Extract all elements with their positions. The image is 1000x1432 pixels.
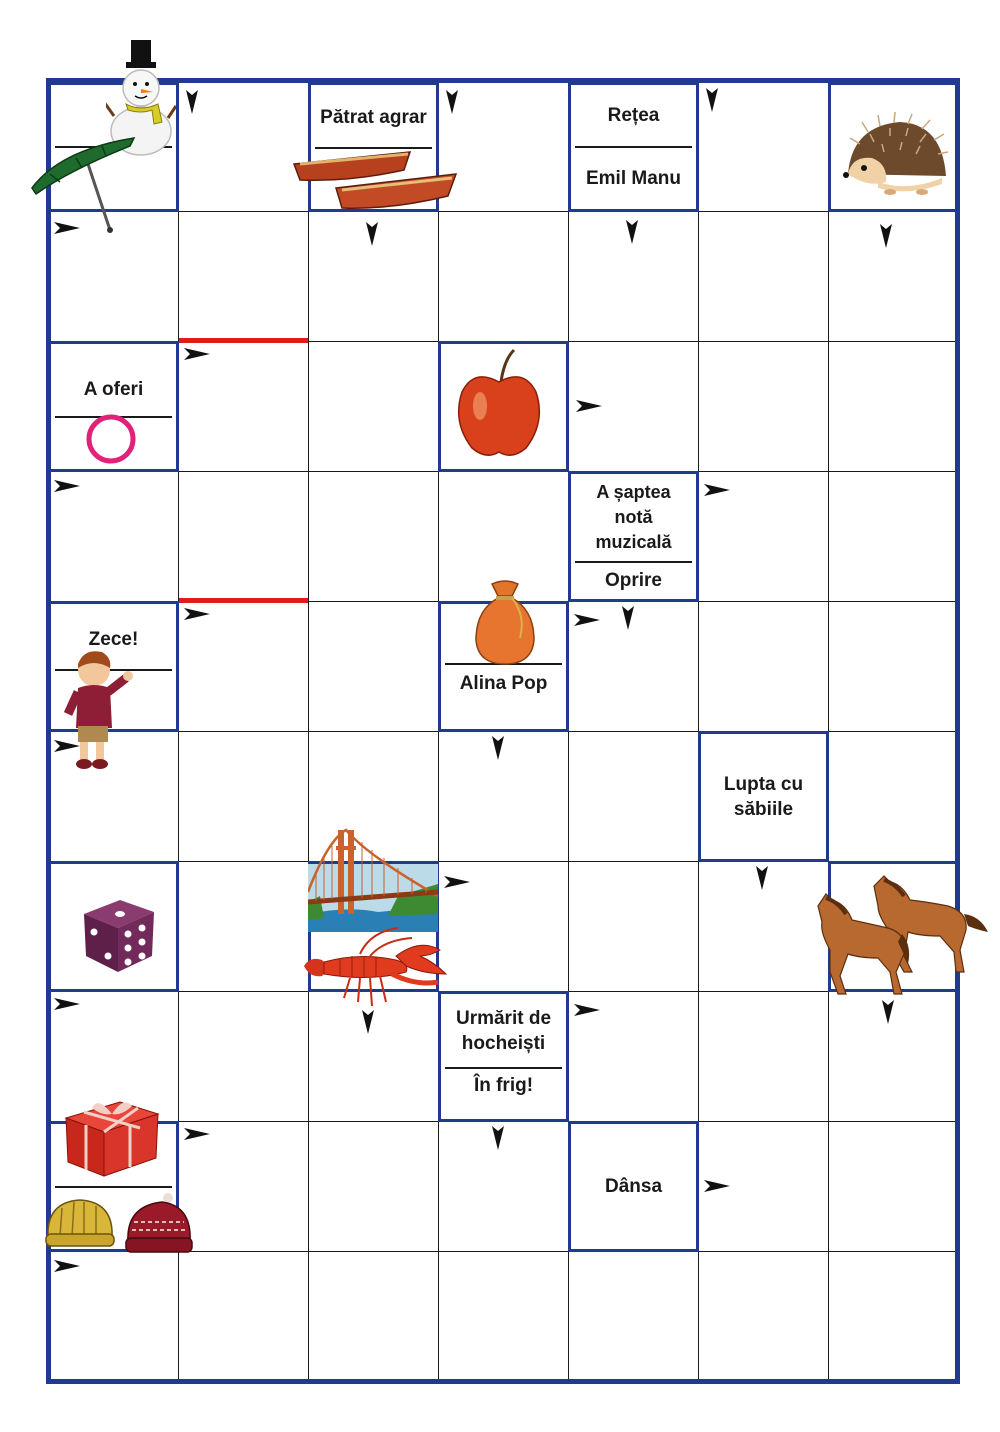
ring-icon bbox=[84, 412, 138, 466]
grid-cell[interactable] bbox=[828, 471, 958, 602]
clue-text-zece: Zece! bbox=[88, 628, 139, 650]
arrow-right-icon bbox=[54, 222, 80, 234]
grid-cell[interactable] bbox=[308, 471, 439, 602]
red-divider bbox=[179, 598, 308, 603]
clue-text-retea: Rețea bbox=[607, 105, 660, 126]
sack-icon bbox=[472, 580, 538, 668]
clue-text-a-oferi: A oferi bbox=[83, 379, 144, 401]
dice-icon bbox=[80, 894, 158, 976]
arrow-right-icon bbox=[704, 484, 730, 496]
grid-cell[interactable] bbox=[308, 601, 439, 732]
grid-cell[interactable] bbox=[828, 211, 958, 342]
grid-cell[interactable] bbox=[438, 1251, 569, 1382]
grid-cell[interactable] bbox=[308, 341, 439, 472]
arrow-right-icon bbox=[54, 998, 80, 1010]
arrow-right-icon bbox=[574, 1004, 600, 1016]
clue-box-dansa bbox=[568, 1121, 699, 1252]
grid-cell[interactable] bbox=[438, 211, 569, 342]
gift-icon bbox=[62, 1092, 162, 1178]
hedgehog-icon bbox=[838, 112, 950, 200]
grid-cell[interactable] bbox=[178, 731, 309, 862]
clue-text-lupta-cu-sabiile: Lupta cu săbiile bbox=[723, 773, 804, 820]
clue-text-a-saptea-nota: A șaptea notă muzicală bbox=[595, 481, 672, 552]
clue-text-dansa: Dânsa bbox=[604, 1176, 663, 1197]
grid-cell[interactable] bbox=[698, 341, 829, 472]
grid-cell[interactable] bbox=[308, 1251, 439, 1382]
grid-cell[interactable] bbox=[828, 731, 958, 862]
arrow-right-icon bbox=[184, 348, 210, 360]
grid-cell[interactable] bbox=[568, 861, 699, 992]
arrow-down-icon bbox=[362, 1010, 374, 1034]
arrow-right-icon bbox=[184, 1128, 210, 1140]
arrow-right-icon bbox=[54, 1260, 80, 1272]
umbrella-icon bbox=[30, 130, 140, 234]
boy-icon bbox=[64, 648, 138, 772]
grid-cell[interactable] bbox=[828, 341, 958, 472]
arrow-right-icon bbox=[184, 608, 210, 620]
grid-cell[interactable] bbox=[178, 1121, 309, 1252]
grid-cell[interactable] bbox=[568, 731, 699, 862]
grid-cell[interactable] bbox=[828, 601, 958, 732]
clue-text-patrat-agrar: Pătrat agrar bbox=[320, 106, 427, 128]
arrow-down-icon bbox=[186, 90, 198, 114]
grid-cell[interactable] bbox=[828, 1121, 958, 1252]
grid-cell[interactable] bbox=[698, 991, 829, 1122]
grid-cell[interactable] bbox=[698, 211, 829, 342]
clue-text-emil-manu: Emil Manu bbox=[585, 168, 681, 189]
grid-cell[interactable] bbox=[178, 991, 309, 1122]
grid-cell[interactable] bbox=[308, 1121, 439, 1252]
horses-icon bbox=[808, 872, 990, 1002]
arrow-down-icon bbox=[446, 90, 458, 114]
arrow-right-icon bbox=[444, 876, 470, 888]
grid-cell[interactable] bbox=[828, 1251, 958, 1382]
boats-icon bbox=[290, 146, 460, 216]
arrow-right-icon bbox=[576, 400, 602, 412]
arrow-down-icon bbox=[366, 222, 378, 246]
clue-text-urmarit-de-hocheisti: Urmărit de hocheiști bbox=[455, 1007, 552, 1054]
grid-cell[interactable] bbox=[178, 601, 309, 732]
arrow-down-icon bbox=[882, 1000, 894, 1024]
arrow-down-icon bbox=[880, 224, 892, 248]
hats-icon bbox=[42, 1192, 194, 1258]
grid-cell[interactable] bbox=[178, 341, 309, 472]
arrow-down-icon bbox=[622, 606, 634, 630]
clue-text-alina-pop: Alina Pop bbox=[459, 672, 548, 694]
grid-cell[interactable] bbox=[698, 1251, 829, 1382]
grid-cell[interactable] bbox=[178, 471, 309, 602]
clue-box-a-saptea-nota bbox=[568, 471, 699, 602]
clue-text-in-frig: În frig! bbox=[473, 1075, 534, 1097]
arrow-right-icon bbox=[54, 740, 80, 752]
arrow-down-icon bbox=[492, 736, 504, 760]
grid-cell[interactable] bbox=[178, 861, 309, 992]
grid-cell[interactable] bbox=[698, 601, 829, 732]
lobster-icon bbox=[300, 926, 450, 1012]
clue-text-oprire: Oprire bbox=[604, 570, 663, 592]
arrow-right-icon bbox=[704, 1180, 730, 1192]
arrow-down-icon bbox=[626, 220, 638, 244]
arrow-right-icon bbox=[574, 614, 600, 626]
bridge-icon bbox=[308, 826, 438, 932]
grid-cell[interactable] bbox=[178, 211, 309, 342]
grid-cell[interactable] bbox=[568, 1251, 699, 1382]
arrow-down-icon bbox=[706, 88, 718, 112]
arrow-down-icon bbox=[756, 866, 768, 890]
arrow-down-icon bbox=[492, 1126, 504, 1150]
apple-icon bbox=[454, 348, 544, 460]
red-divider bbox=[179, 338, 308, 343]
grid-cell[interactable] bbox=[178, 1251, 309, 1382]
clue-box-urmarit-de-hocheisti bbox=[438, 991, 569, 1122]
clue-box-lupta-cu-sabiile bbox=[698, 731, 829, 862]
arrow-right-icon bbox=[54, 480, 80, 492]
clue-box-retea bbox=[568, 82, 699, 212]
